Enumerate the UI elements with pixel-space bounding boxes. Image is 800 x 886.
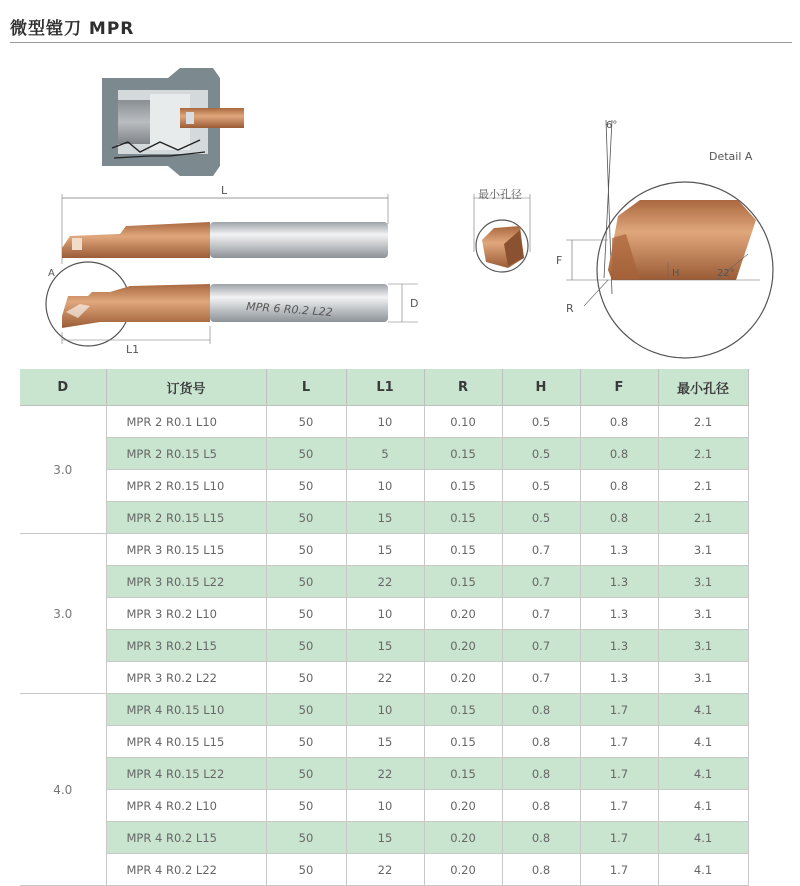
cell-f: 1.7	[580, 854, 658, 886]
cell-l1: 22	[346, 854, 424, 886]
cell-order-no: MPR 2 R0.15 L5	[106, 438, 266, 470]
cell-min-bore: 4.1	[658, 726, 748, 758]
tool-side-view	[62, 184, 388, 264]
cell-h: 0.8	[502, 822, 580, 854]
cell-h: 0.7	[502, 566, 580, 598]
dim-h-label: H	[672, 268, 680, 279]
detail-marker-label: A	[48, 268, 55, 279]
cell-h: 0.7	[502, 534, 580, 566]
cell-h: 0.7	[502, 630, 580, 662]
cell-l: 50	[266, 438, 346, 470]
cell-min-bore: 3.1	[658, 566, 748, 598]
cell-d-group: 3.0	[20, 534, 106, 694]
cell-h: 0.5	[502, 502, 580, 534]
cell-l1: 15	[346, 630, 424, 662]
workpiece-section-illustration	[102, 68, 244, 176]
cell-d-group: 4.0	[20, 694, 106, 886]
angle-side-label: 22°	[717, 268, 735, 279]
cell-order-no: MPR 4 R0.15 L22	[106, 758, 266, 790]
cell-l: 50	[266, 822, 346, 854]
table-row	[20, 694, 748, 726]
cell-h: 0.7	[502, 598, 580, 630]
dim-l-label: L	[221, 184, 228, 197]
table-row	[20, 598, 748, 630]
cell-l1: 15	[346, 822, 424, 854]
cell-order-no: MPR 2 R0.15 L10	[106, 470, 266, 502]
col-header-min-bore: 最小孔径	[658, 369, 748, 406]
tool-detail-view	[46, 262, 418, 356]
cell-f: 0.8	[580, 406, 658, 438]
col-header-l: L	[266, 369, 346, 406]
cell-order-no: MPR 4 R0.2 L10	[106, 790, 266, 822]
cell-f: 1.3	[580, 566, 658, 598]
cell-h: 0.5	[502, 438, 580, 470]
cell-min-bore: 4.1	[658, 694, 748, 726]
cell-min-bore: 3.1	[658, 662, 748, 694]
tool-drawing	[0, 48, 800, 360]
cell-l1: 15	[346, 534, 424, 566]
cell-l: 50	[266, 726, 346, 758]
cell-f: 0.8	[580, 438, 658, 470]
cell-h: 0.7	[502, 662, 580, 694]
col-header-h: H	[502, 369, 580, 406]
cell-l1: 22	[346, 662, 424, 694]
cell-l1: 10	[346, 790, 424, 822]
cell-l1: 22	[346, 566, 424, 598]
angle-top-label: 6°	[606, 120, 618, 131]
min-bore-view	[474, 187, 530, 272]
cell-r: 0.20	[424, 630, 502, 662]
table-body	[20, 406, 748, 886]
cell-min-bore: 2.1	[658, 470, 748, 502]
cell-h: 0.8	[502, 790, 580, 822]
cell-min-bore: 4.1	[658, 854, 748, 886]
cell-r: 0.10	[424, 406, 502, 438]
cell-f: 1.7	[580, 790, 658, 822]
table-row	[20, 662, 748, 694]
cell-min-bore: 3.1	[658, 534, 748, 566]
cell-r: 0.15	[424, 534, 502, 566]
cell-r: 0.15	[424, 470, 502, 502]
table-row	[20, 822, 748, 854]
page-header	[10, 14, 792, 43]
table-row	[20, 630, 748, 662]
cell-min-bore: 4.1	[658, 822, 748, 854]
cell-l1: 15	[346, 502, 424, 534]
cell-l: 50	[266, 630, 346, 662]
cell-order-no: MPR 2 R0.1 L10	[106, 406, 266, 438]
col-header-d: D	[20, 369, 106, 406]
cell-l: 50	[266, 662, 346, 694]
col-header-f: F	[580, 369, 658, 406]
detail-a-view	[556, 120, 773, 358]
cell-min-bore: 4.1	[658, 758, 748, 790]
cell-min-bore: 3.1	[658, 630, 748, 662]
cell-r: 0.20	[424, 662, 502, 694]
shank-marking-text: MPR 6 R0.2 L22	[245, 300, 334, 320]
cell-order-no: MPR 4 R0.2 L22	[106, 854, 266, 886]
cell-r: 0.20	[424, 822, 502, 854]
cell-min-bore: 2.1	[658, 406, 748, 438]
table-row	[20, 566, 748, 598]
cell-h: 0.8	[502, 694, 580, 726]
cell-f: 1.7	[580, 822, 658, 854]
cell-order-no: MPR 3 R0.15 L22	[106, 566, 266, 598]
product-diagrams	[0, 48, 800, 360]
dim-f-label: F	[556, 254, 563, 267]
cell-l: 50	[266, 758, 346, 790]
cell-order-no: MPR 4 R0.15 L10	[106, 694, 266, 726]
cell-f: 1.3	[580, 534, 658, 566]
dim-l1-label: L1	[126, 343, 140, 356]
cell-r: 0.15	[424, 502, 502, 534]
cell-l: 50	[266, 534, 346, 566]
cell-r: 0.20	[424, 598, 502, 630]
cell-order-no: MPR 3 R0.2 L15	[106, 630, 266, 662]
detail-a-title: Detail A	[709, 150, 753, 163]
cell-l1: 5	[346, 438, 424, 470]
cell-order-no: MPR 3 R0.2 L10	[106, 598, 266, 630]
cell-h: 0.5	[502, 406, 580, 438]
cell-f: 1.7	[580, 694, 658, 726]
cell-min-bore: 2.1	[658, 502, 748, 534]
cell-order-no: MPR 2 R0.15 L15	[106, 502, 266, 534]
cell-f: 1.3	[580, 630, 658, 662]
table-row	[20, 758, 748, 790]
cell-r: 0.20	[424, 790, 502, 822]
table-row	[20, 438, 748, 470]
cell-r: 0.15	[424, 438, 502, 470]
col-header-order-no: 订货号	[106, 369, 266, 406]
cell-order-no: MPR 4 R0.15 L15	[106, 726, 266, 758]
cell-f: 1.3	[580, 598, 658, 630]
table-row	[20, 534, 748, 566]
cell-f: 1.7	[580, 726, 658, 758]
cell-d-group: 3.0	[20, 406, 106, 534]
cell-r: 0.20	[424, 854, 502, 886]
cell-h: 0.8	[502, 758, 580, 790]
table-row	[20, 406, 748, 438]
cell-l1: 22	[346, 758, 424, 790]
cell-r: 0.15	[424, 694, 502, 726]
table-row	[20, 726, 748, 758]
cell-min-bore: 2.1	[658, 438, 748, 470]
page-title: 微型镗刀 MPR	[10, 19, 135, 39]
cell-min-bore: 4.1	[658, 790, 748, 822]
cell-l: 50	[266, 566, 346, 598]
table-row	[20, 790, 748, 822]
cell-l1: 10	[346, 694, 424, 726]
cell-order-no: MPR 3 R0.15 L15	[106, 534, 266, 566]
cell-r: 0.15	[424, 758, 502, 790]
cell-h: 0.5	[502, 470, 580, 502]
cell-h: 0.8	[502, 854, 580, 886]
dim-r-label: R	[566, 302, 574, 315]
cell-l: 50	[266, 790, 346, 822]
cell-r: 0.15	[424, 566, 502, 598]
cell-h: 0.8	[502, 726, 580, 758]
cell-l: 50	[266, 598, 346, 630]
cell-l1: 15	[346, 726, 424, 758]
cell-l: 50	[266, 470, 346, 502]
cell-l1: 10	[346, 470, 424, 502]
cell-l1: 10	[346, 406, 424, 438]
table-row	[20, 502, 748, 534]
cell-l: 50	[266, 502, 346, 534]
cell-order-no: MPR 4 R0.2 L15	[106, 822, 266, 854]
cell-l1: 10	[346, 598, 424, 630]
cell-min-bore: 3.1	[658, 598, 748, 630]
dim-d-label: D	[410, 297, 419, 310]
min-bore-label: 最小孔径	[478, 188, 522, 201]
cell-l: 50	[266, 694, 346, 726]
table-header-row	[20, 369, 748, 406]
cell-f: 0.8	[580, 502, 658, 534]
cell-r: 0.15	[424, 726, 502, 758]
spec-table	[20, 369, 749, 886]
cell-f: 1.7	[580, 758, 658, 790]
cell-l: 50	[266, 406, 346, 438]
cell-f: 1.3	[580, 662, 658, 694]
cell-order-no: MPR 3 R0.2 L22	[106, 662, 266, 694]
cell-l: 50	[266, 854, 346, 886]
table-row	[20, 470, 748, 502]
cell-f: 0.8	[580, 470, 658, 502]
col-header-r: R	[424, 369, 502, 406]
col-header-l1: L1	[346, 369, 424, 406]
table-row	[20, 854, 748, 886]
